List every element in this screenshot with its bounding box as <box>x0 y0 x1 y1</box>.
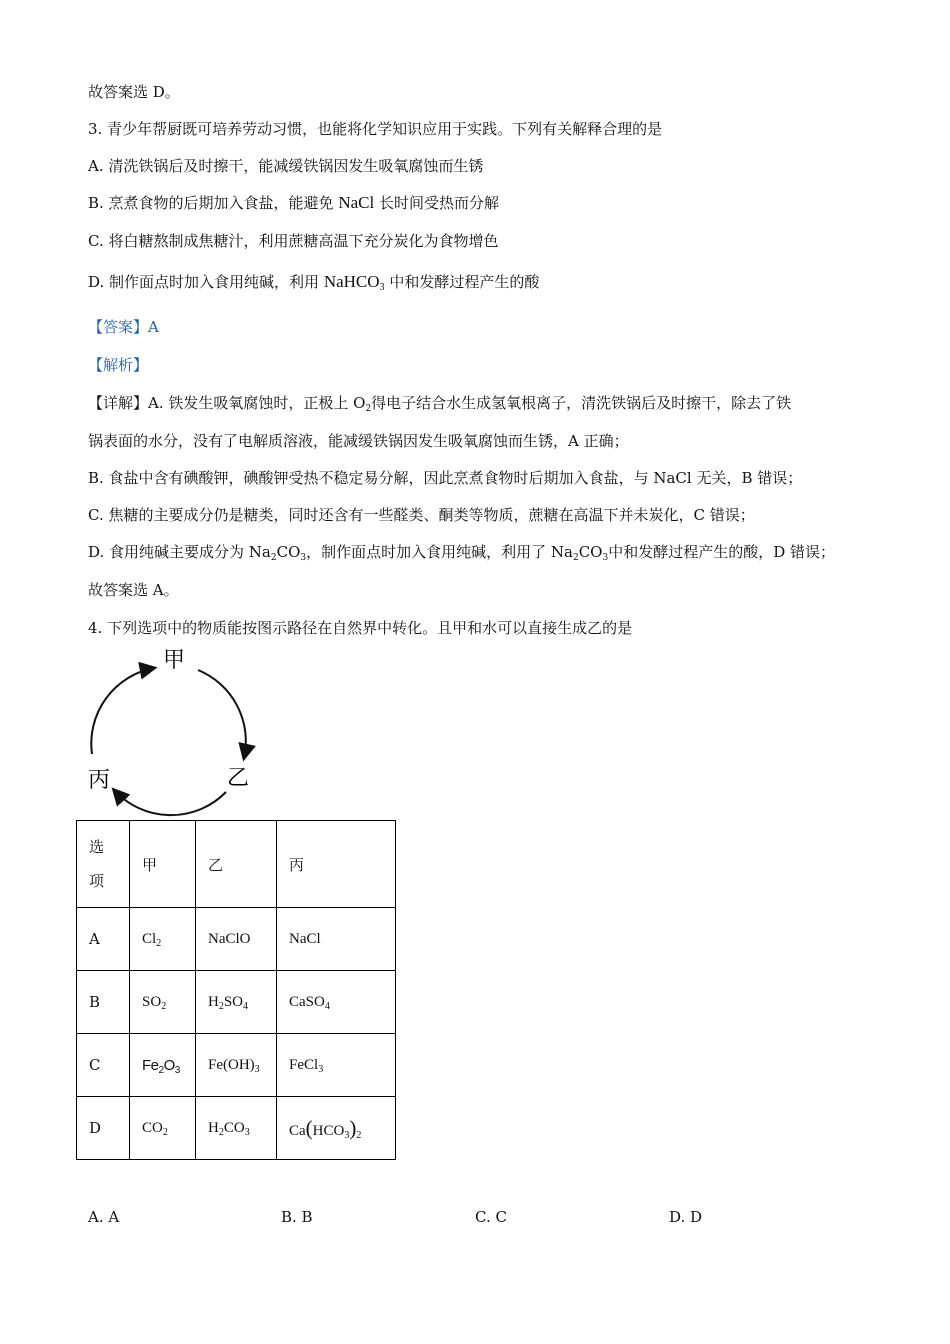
arrow-yi-to-bing <box>114 790 226 815</box>
row-a-yi: NaClO <box>196 908 277 971</box>
q3-answer-label: 【答案】A <box>88 318 159 336</box>
q3-detail-5c: ，制作面点时加入食用纯碱，利用了 Na <box>306 543 573 561</box>
q3-detail-line-3: B. 食盐中含有碘酸钾，碘酸钾受热不稳定易分解，因此烹煮食物时后期加入食盐，与 NaCl 无关，B 错误； <box>88 469 803 487</box>
row-b-yi <box>196 971 277 1034</box>
row-a-jia <box>130 908 196 971</box>
row-d-bing <box>277 1097 396 1160</box>
row-c-yi-main: Fe(OH) <box>208 1056 255 1073</box>
q3-detail-line-5 <box>88 542 835 562</box>
q4-choice-a: A. A <box>88 1208 120 1226</box>
row-d-jia-main: CO <box>142 1119 163 1136</box>
prev-conclusion: 故答案选 D。 <box>88 83 180 101</box>
row-c-option: C <box>77 1034 130 1097</box>
q3-option-b-post: 长时间受热而分解 <box>379 194 500 212</box>
q3-detail-5-s3: 2 <box>572 553 579 563</box>
q3-conclusion: 故答案选 A。 <box>88 581 179 599</box>
q3-detail-5-s4: 3 <box>602 553 609 563</box>
row-d-yi-a: H <box>208 1119 219 1136</box>
row-a-bing: NaCl <box>277 908 396 971</box>
label-jia: 甲 <box>162 648 186 673</box>
row-b-bing-a: CaSO <box>289 993 325 1010</box>
label-bing: 丙 <box>87 768 111 793</box>
q3-option-d-pre: D. 制作面点时加入食用纯碱，利用 <box>88 273 320 291</box>
q3-option-b-pre: B. 烹煮食物的后期加入食盐，能避免 <box>88 194 334 212</box>
table-header-row <box>77 821 396 908</box>
row-b-bing <box>277 971 396 1034</box>
row-d-yi-s1: 2 <box>218 1126 224 1138</box>
q3-option-d-chem-main: NaHCO <box>323 272 380 291</box>
row-d-yi-b: CO <box>223 1119 245 1136</box>
row-b-option: B <box>77 971 130 1034</box>
row-d-bing-lparen: ( <box>305 1115 313 1140</box>
header-option-2: 项 <box>89 872 105 890</box>
options-table <box>76 820 396 1160</box>
row-c-jia <box>130 1034 196 1097</box>
q3-detail-5d: CO <box>578 543 603 561</box>
row-c-bing <box>277 1034 396 1097</box>
row-d-jia-sub: 2 <box>162 1126 168 1138</box>
row-a-option: A <box>77 908 130 971</box>
row-c-jia-s2: 3 <box>174 1064 180 1076</box>
row-d-yi <box>196 1097 277 1160</box>
q3-detail-5-s2: 3 <box>300 553 307 563</box>
header-yi: 乙 <box>196 821 277 908</box>
q3-analysis-label: 【解析】 <box>88 356 149 374</box>
q3-detail-line-1 <box>88 393 791 413</box>
q4-choice-b: B. B <box>281 1208 313 1226</box>
row-c-jia-a: Fe <box>142 1056 159 1074</box>
row-b-bing-s: 4 <box>324 1000 330 1012</box>
row-d-bing-b: HCO <box>312 1122 345 1139</box>
q3-detail-5a: D. 食用纯碱主要成分为 Na <box>88 543 271 561</box>
arrow-jia-to-yi <box>198 670 246 758</box>
arrow-bing-to-jia <box>91 668 154 754</box>
row-b-yi-s2: 4 <box>243 1000 249 1012</box>
header-jia: 甲 <box>130 821 196 908</box>
row-c-bing-sub: 3 <box>318 1063 324 1075</box>
row-b-jia-sub: 2 <box>161 1000 167 1012</box>
q3-option-d <box>88 272 539 292</box>
q3-detail-5e: 中和发酵过程产生的酸，D 错误； <box>608 543 836 561</box>
row-d-bing-rparen: ) <box>349 1115 357 1140</box>
q3-detail-1-sub: 2 <box>365 404 372 414</box>
q3-option-c: C. 将白糖熬制成焦糖汁，利用蔗糖高温下充分炭化为食物增色 <box>88 232 499 250</box>
row-d-bing-s2: 2 <box>356 1129 362 1141</box>
q3-detail-line-2: 锅表面的水分，没有了电解质溶液，能减缓铁锅因发生吸氧腐蚀而生锈，A 正确； <box>88 432 629 450</box>
row-b-jia <box>130 971 196 1034</box>
row-b-yi-b: SO <box>223 993 244 1010</box>
table-row <box>77 971 396 1034</box>
q3-option-d-post: 中和发酵过程产生的酸 <box>389 273 540 291</box>
q3-option-b <box>88 193 499 213</box>
label-yi: 乙 <box>226 766 250 791</box>
row-c-yi-sub: 3 <box>254 1063 260 1075</box>
row-c-jia-s1: 2 <box>158 1064 164 1076</box>
q3-detail-line-4: C. 焦糖的主要成分仍是糖类，同时还含有一些醛类、酮类等物质，蔗糖在高温下并未炭化，C 错误； <box>88 506 755 524</box>
row-c-bing-main: FeCl <box>289 1056 319 1073</box>
row-b-yi-a: H <box>208 993 219 1010</box>
row-c-yi <box>196 1034 277 1097</box>
row-d-bing-s1: 3 <box>344 1129 350 1141</box>
row-b-jia-main: SO <box>142 993 162 1010</box>
q4-stem: 4. 下列选项中的物质能按图示路径在自然界中转化。且甲和水可以直接生成乙的是 <box>88 619 633 637</box>
q3-option-a: A. 清洗铁锅后及时擦干，能减缓铁锅因发生吸氧腐蚀而生锈 <box>88 157 484 175</box>
header-option <box>77 821 130 908</box>
table-row <box>77 908 396 971</box>
row-d-yi-s2: 3 <box>244 1126 250 1138</box>
row-b-yi-s1: 2 <box>218 1000 224 1012</box>
q3-option-d-chem <box>324 272 385 291</box>
q3-detail-5b: CO <box>276 543 301 561</box>
q3-detail-5-s1: 2 <box>270 553 277 563</box>
table-row <box>77 1034 396 1097</box>
row-d-bing-a: Ca <box>289 1122 306 1139</box>
q3-stem: 3. 青少年帮厨既可培养劳动习惯，也能将化学知识应用于实践。下列有关解释合理的是 <box>88 120 663 138</box>
q4-choice-d: D. D <box>669 1208 703 1226</box>
row-a-jia-main: Cl <box>142 930 157 947</box>
q3-detail-1b: 得电子结合水生成氢氧根离子，清洗铁锅后及时擦干，除去了铁 <box>371 394 792 412</box>
header-option-1: 选 <box>89 838 105 856</box>
q4-choice-c: C. C <box>475 1208 507 1226</box>
row-d-jia <box>130 1097 196 1160</box>
q3-option-d-chem-sub: 3 <box>379 282 385 293</box>
cycle-diagram <box>70 640 280 825</box>
row-c-jia-b: O <box>163 1056 175 1074</box>
row-a-jia-sub: 2 <box>156 937 162 949</box>
q3-detail-1a: 【详解】A. 铁发生吸氧腐蚀时，正极上 O <box>88 394 366 412</box>
table-row <box>77 1097 396 1160</box>
row-d-option: D <box>77 1097 130 1160</box>
header-bing: 丙 <box>277 821 396 908</box>
q3-option-b-chem: NaCl <box>338 193 375 212</box>
